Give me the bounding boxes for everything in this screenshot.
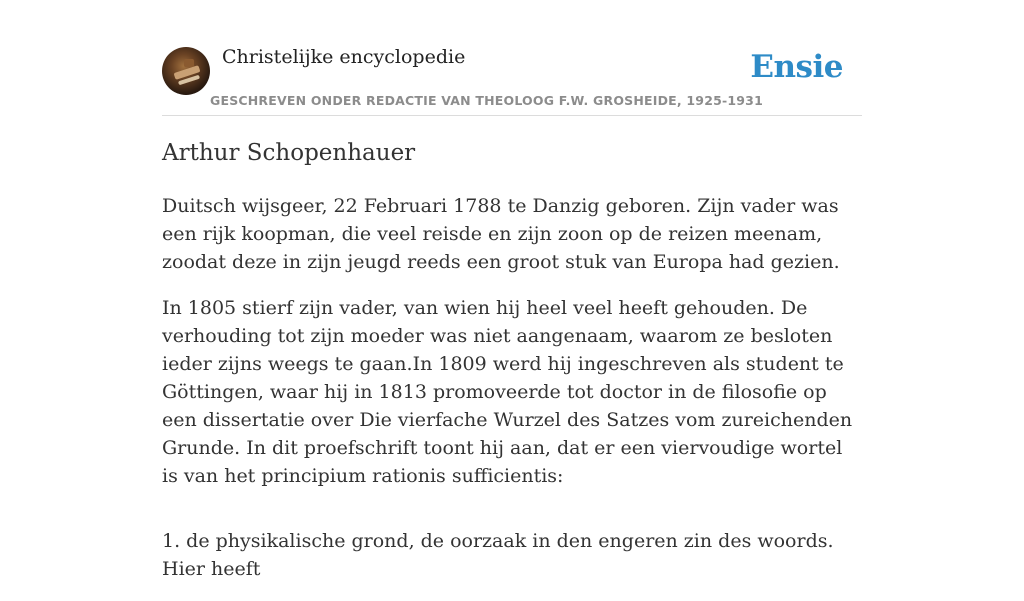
ensie-brand-logo[interactable]: Ensie — [750, 49, 843, 85]
article-body — [162, 192, 862, 601]
page — [162, 0, 862, 580]
article-title: Arthur Schopenhauer — [162, 140, 416, 166]
article-paragraph: Duitsch wijsgeer, 22 Februari 1788 te Danzig geboren. Zijn vader was een rijk koopman, die veel reisde en zijn zoon op de reizen meenam, zoodat deze in zijn jeugd reeds een groot stuk van Europa had gezien. — [162, 195, 840, 273]
article-paragraph: In 1805 stierf zijn vader, van wien hij heel veel heeft gehouden. De verhouding tot zijn moeder was niet aangenaam, waarom ze besloten ieder zijns weegs te gaan.In 1809 werd hij ingeschreven als student te Göttingen, waar hij in 1813 promoveerde tot doctor in de filosofie op een dissertatie over Die vierfache Wurzel des Satzes vom zureichenden Grunde. In dit proefschrift toont hij aan, dat er een viervoudige wortel is van het principium rationis sufficientis: — [162, 297, 853, 487]
bookshelf-logo-icon[interactable] — [162, 47, 210, 95]
site-header — [162, 0, 862, 116]
site-name[interactable]: Christelijke encyclopedie — [222, 46, 466, 68]
article-paragraph: 1. de physikalische grond, de oorzaak in den engeren zin des woords. Hier heeft — [162, 530, 834, 580]
site-subtitle: GESCHREVEN ONDER REDACTIE VAN THEOLOOG F.W. GROSHEIDE, 1925-1931 — [210, 93, 763, 108]
